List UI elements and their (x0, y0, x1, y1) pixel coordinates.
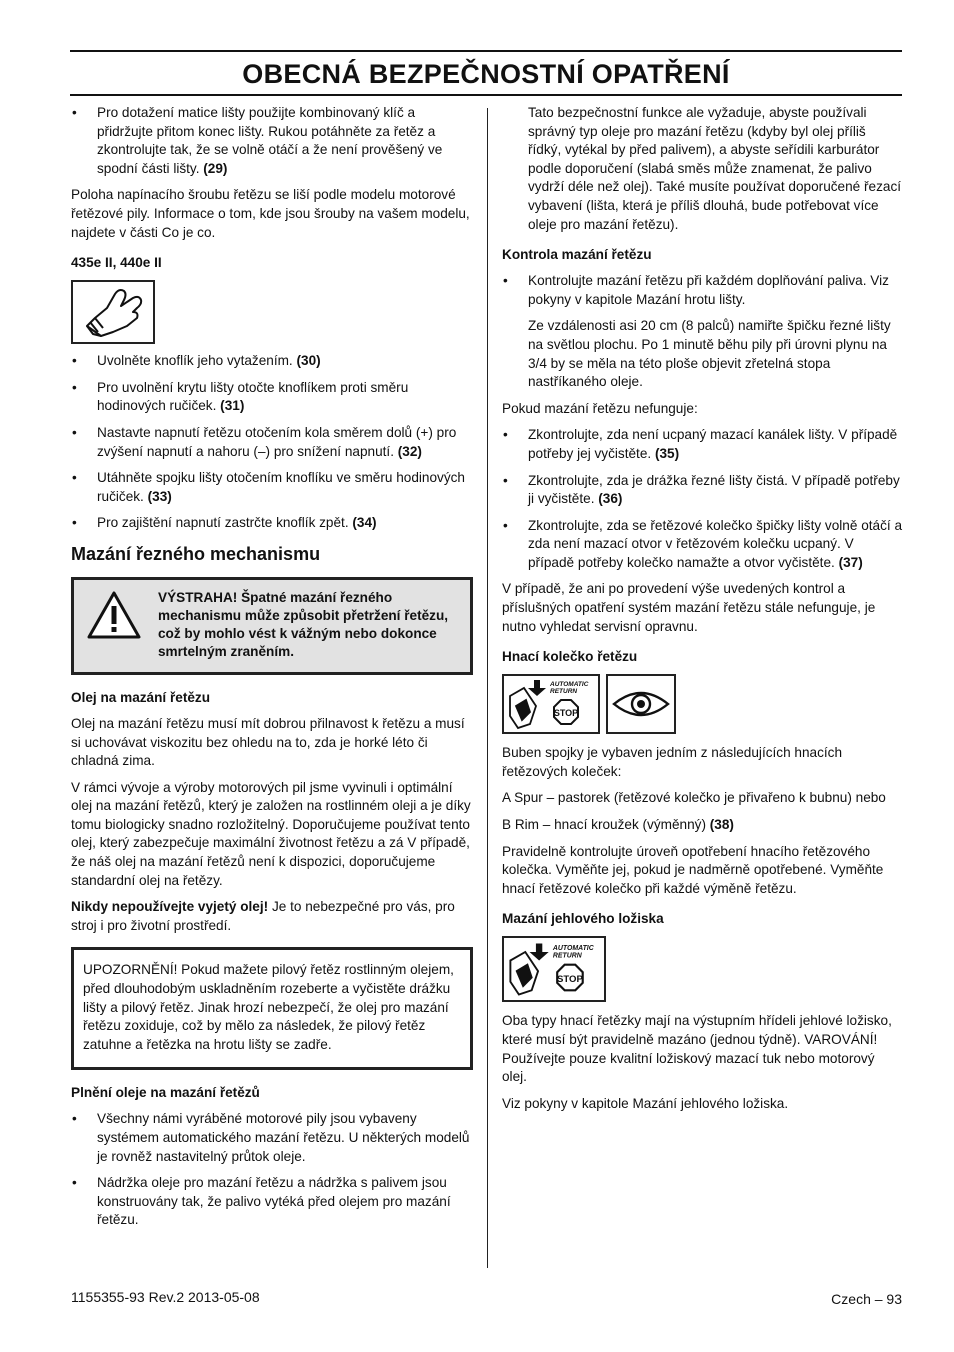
needle-paragraph-1: Oba typy hnací řetězky mají na výstupním hřídeli jehlové ložisko, které musí být pravidelně mazáno (jednou týdně). VAROVÁNÍ! Používejte pouze kvalitní ložiskový mazací tuk nebo motorový olej. (502, 1013, 892, 1085)
automatic-label: AUTOMATIC (550, 681, 589, 689)
return-label: RETURN (550, 688, 578, 696)
footer-page-number: Czech – 93 (831, 1291, 902, 1307)
oil-heading: Olej na mazání řetězu (71, 689, 211, 705)
oil-paragraph-3: Nikdy nepoužívejte vyjetý olej! Je to nebezpečné pro vás, pro stroj i pro životní prostředí. (71, 899, 455, 933)
drive-paragraph-2: Pravidelně kontrolujte úroveň opotřebení hnacího řetězového kolečka. Vyměňte jej, pokud je nadměrně opotřebené. Vyměňte hnací řetězové kolečko při každé výměně řetězu. (502, 843, 884, 896)
header-rule-bottom (70, 94, 902, 96)
list-item: • Pro zajištění napnutí zastrčte knoflík zpět. (34) (71, 514, 473, 533)
figure-ref: (29) (203, 160, 228, 176)
tensioner-position-paragraph: Poloha napínacího šroubu řetězu se liší podle modelu motorové řetězové pily. Informace o tom, kde jsou šrouby na vašem modelu, najdete v části Co je co. (71, 187, 470, 240)
needle-icon-row (502, 936, 902, 1002)
note-text: UPOZORNĚNÍ! Pokud mažete pilový řetěz rostlinným olejem, před dlouhodobým uskladněním rozeberte a vyčistěte drážku lišty a pilový řetěz. Jinak hrozí nebezpečí, že olej pro mazání řetězu zoxiduje, což by mělo za následek, že pilový řetěz zatuhne a řetězka na hrotu lišty se zadře. (83, 962, 454, 1052)
fill-bullet-list (71, 1110, 473, 1230)
fail-intro: Pokud mazání řetězu nefunguje: (502, 400, 698, 416)
fail-outro: V případě, že ani po provedení výše uvedených kontrol a příslušných opatření systém mazání řetězu stále nefunguje, je nutno vyhledat servisní opravnu. (502, 581, 876, 634)
drive-paragraph-1: Buben spojky je vybaven jedním z následujících hnacích řetězových koleček: (502, 745, 843, 779)
list-item: • Zkontrolujte, zda se řetězové kolečko špičky lišty volně otáčí a zda není mazací otvor v řetězovém kolečku ucpaný. V případě potřeby kolečko namažte a otvor vyčistěte. (37) (502, 517, 902, 573)
warning-text: VÝSTRAHA! Špatné mazání řezného mechanismu může způsobit přetržení řetězu, což by mohlo vést k vážným nebo dokonce smrtelným zraněním. (158, 589, 449, 659)
model-heading: 435e II, 440e II (71, 255, 162, 271)
list-item: • Kontrolujte mazání řetězu při každém doplňování paliva. Viz pokyny v kapitole Mazání hrotu lišty. (502, 272, 902, 309)
warning-triangle-icon (86, 590, 142, 640)
oil-paragraph-1: Olej na mazání řetězu musí mít dobrou přilnavost k řetězu a musí si uchovávat viskozitu bez ohledu na to, zda je horké léto či chladná zima. (71, 715, 465, 769)
needle-heading: Mazání jehlového ložiska (502, 911, 664, 927)
page-title: OBECNÁ BEZPEČNOSTNÍ OPATŘENÍ (242, 59, 730, 89)
drive-option-b: B Rim – hnací kroužek (výměnný) (38) (502, 817, 734, 833)
drive-icon-row (502, 674, 902, 734)
check-bullet-list (502, 272, 902, 309)
eye-icon (606, 674, 676, 734)
list-item: • Pro uvolnění krytu lišty otočte knoflíkem proti směru hodinových ručiček. (31) (71, 379, 473, 416)
automatic-return-stop-icon (502, 936, 606, 1002)
drive-option-a: A Spur – pastorek (řetězové kolečko je přivařeno k bubnu) nebo (502, 790, 886, 806)
footer-doc-number: 1155355-93 Rev.2 2013-05-08 (71, 1289, 260, 1305)
stop-label: STOP (557, 974, 583, 986)
list-item: • Utáhněte spojku lišty otočením knoflíku ve směru hodinových ručiček. (33) (71, 469, 473, 506)
check-indent-paragraph: Ze vzdálenosti asi 20 cm (8 palců) namiřte špičku řezné lišty na světlou plochu. Po 1 minutě běhu pily při úrovni plynu na 3/4 by se měla na této ploše objevit zřetelná stopa nastříkaného oleje. (528, 318, 891, 390)
list-item: • Pro dotažení matice lišty použijte kombinovaný klíč a přidržujte přitom konec lišty. Rukou potáhněte za řetěz a zkontrolujte tak, že se volně otáčí a že není prověšený ve spodní části lišty. (29) (71, 104, 473, 178)
section-title: Mazání řezného mechanismu (71, 543, 321, 564)
automatic-return-stop-icon (502, 674, 600, 734)
list-item: • Uvolněte knoflík jeho vytažením. (30) (71, 352, 473, 371)
header-rule-top (70, 50, 902, 52)
fail-bullet-list (502, 426, 902, 572)
oil-paragraph-2: V rámci vývoje a výroby motorových pil jsme vyvinuli i optimální olej na mazání řetězů, který je založen na rostlinném oleji a je díky tomu biologicky snadno rozložitelný. Doporučujeme používat tento olej, který zabezpečuje maximální životnost řetězu a zá V případě, že náš olej na mazání řetězů není k dispozici, doporučujeme standardní olej na řetězy. (71, 779, 471, 888)
glove-icon (71, 280, 155, 344)
column-divider (487, 108, 488, 1268)
warning-box (71, 577, 473, 675)
list-item: • Nastavte napnutí řetězu otočením kola směrem dolů (+) pro zvýšení napnutí a nahoru (–) pro snížení napnutí. (32) (71, 424, 473, 461)
tension-bullet-list (71, 352, 473, 533)
fill-heading: Plnění oleje na mazání řetězů (71, 1085, 260, 1101)
drive-heading: Hnací kolečko řetězu (502, 649, 638, 665)
right-column (502, 104, 902, 1121)
continued-paragraph: Tato bezpečnostní funkce ale vyžaduje, abyste používali správný typ oleje pro mazání řetězu (kdyby byl olej příliš řídký, vytékal by před palivem), a abyste seřídili karburátor podle doporučení (slabá směs může znamenat, že palivo vydrží déle než olej). Také musíte používat doporučené řezací vybavení (lišta, která je příliš dlouhá, bude potřebovat více oleje pro mazání řetězu). (528, 105, 902, 232)
list-item: • Všechny námi vyráběné motorové pily jsou vybaveny systémem automatického mazání řetězu. U některých modelů je rovněž nastavitelný průtok oleje. (71, 1110, 473, 1166)
top-bullet-list (71, 104, 473, 178)
stop-label: STOP (553, 708, 579, 719)
left-column (71, 104, 473, 1238)
return-label: RETURN (552, 952, 582, 960)
list-item: • Zkontrolujte, zda je drážka řezné lišty čistá. V případě potřeby ji vyčistěte. (36) (502, 472, 902, 509)
check-heading: Kontrola mazání řetězu (502, 247, 652, 263)
list-item: • Zkontrolujte, zda není ucpaný mazací kanálek lišty. V případě potřeby jej vyčistěte. (35) (502, 426, 902, 463)
automatic-label: AUTOMATIC (552, 945, 594, 953)
note-box (71, 947, 473, 1070)
needle-paragraph-2: Viz pokyny v kapitole Mazání jehlového ložiska. (502, 1095, 789, 1111)
list-item: • Nádržka oleje pro mazání řetězu a nádržka s palivem jsou konstruovány tak, že palivo vytéká před olejem pro mazání řetězu. (71, 1174, 473, 1230)
